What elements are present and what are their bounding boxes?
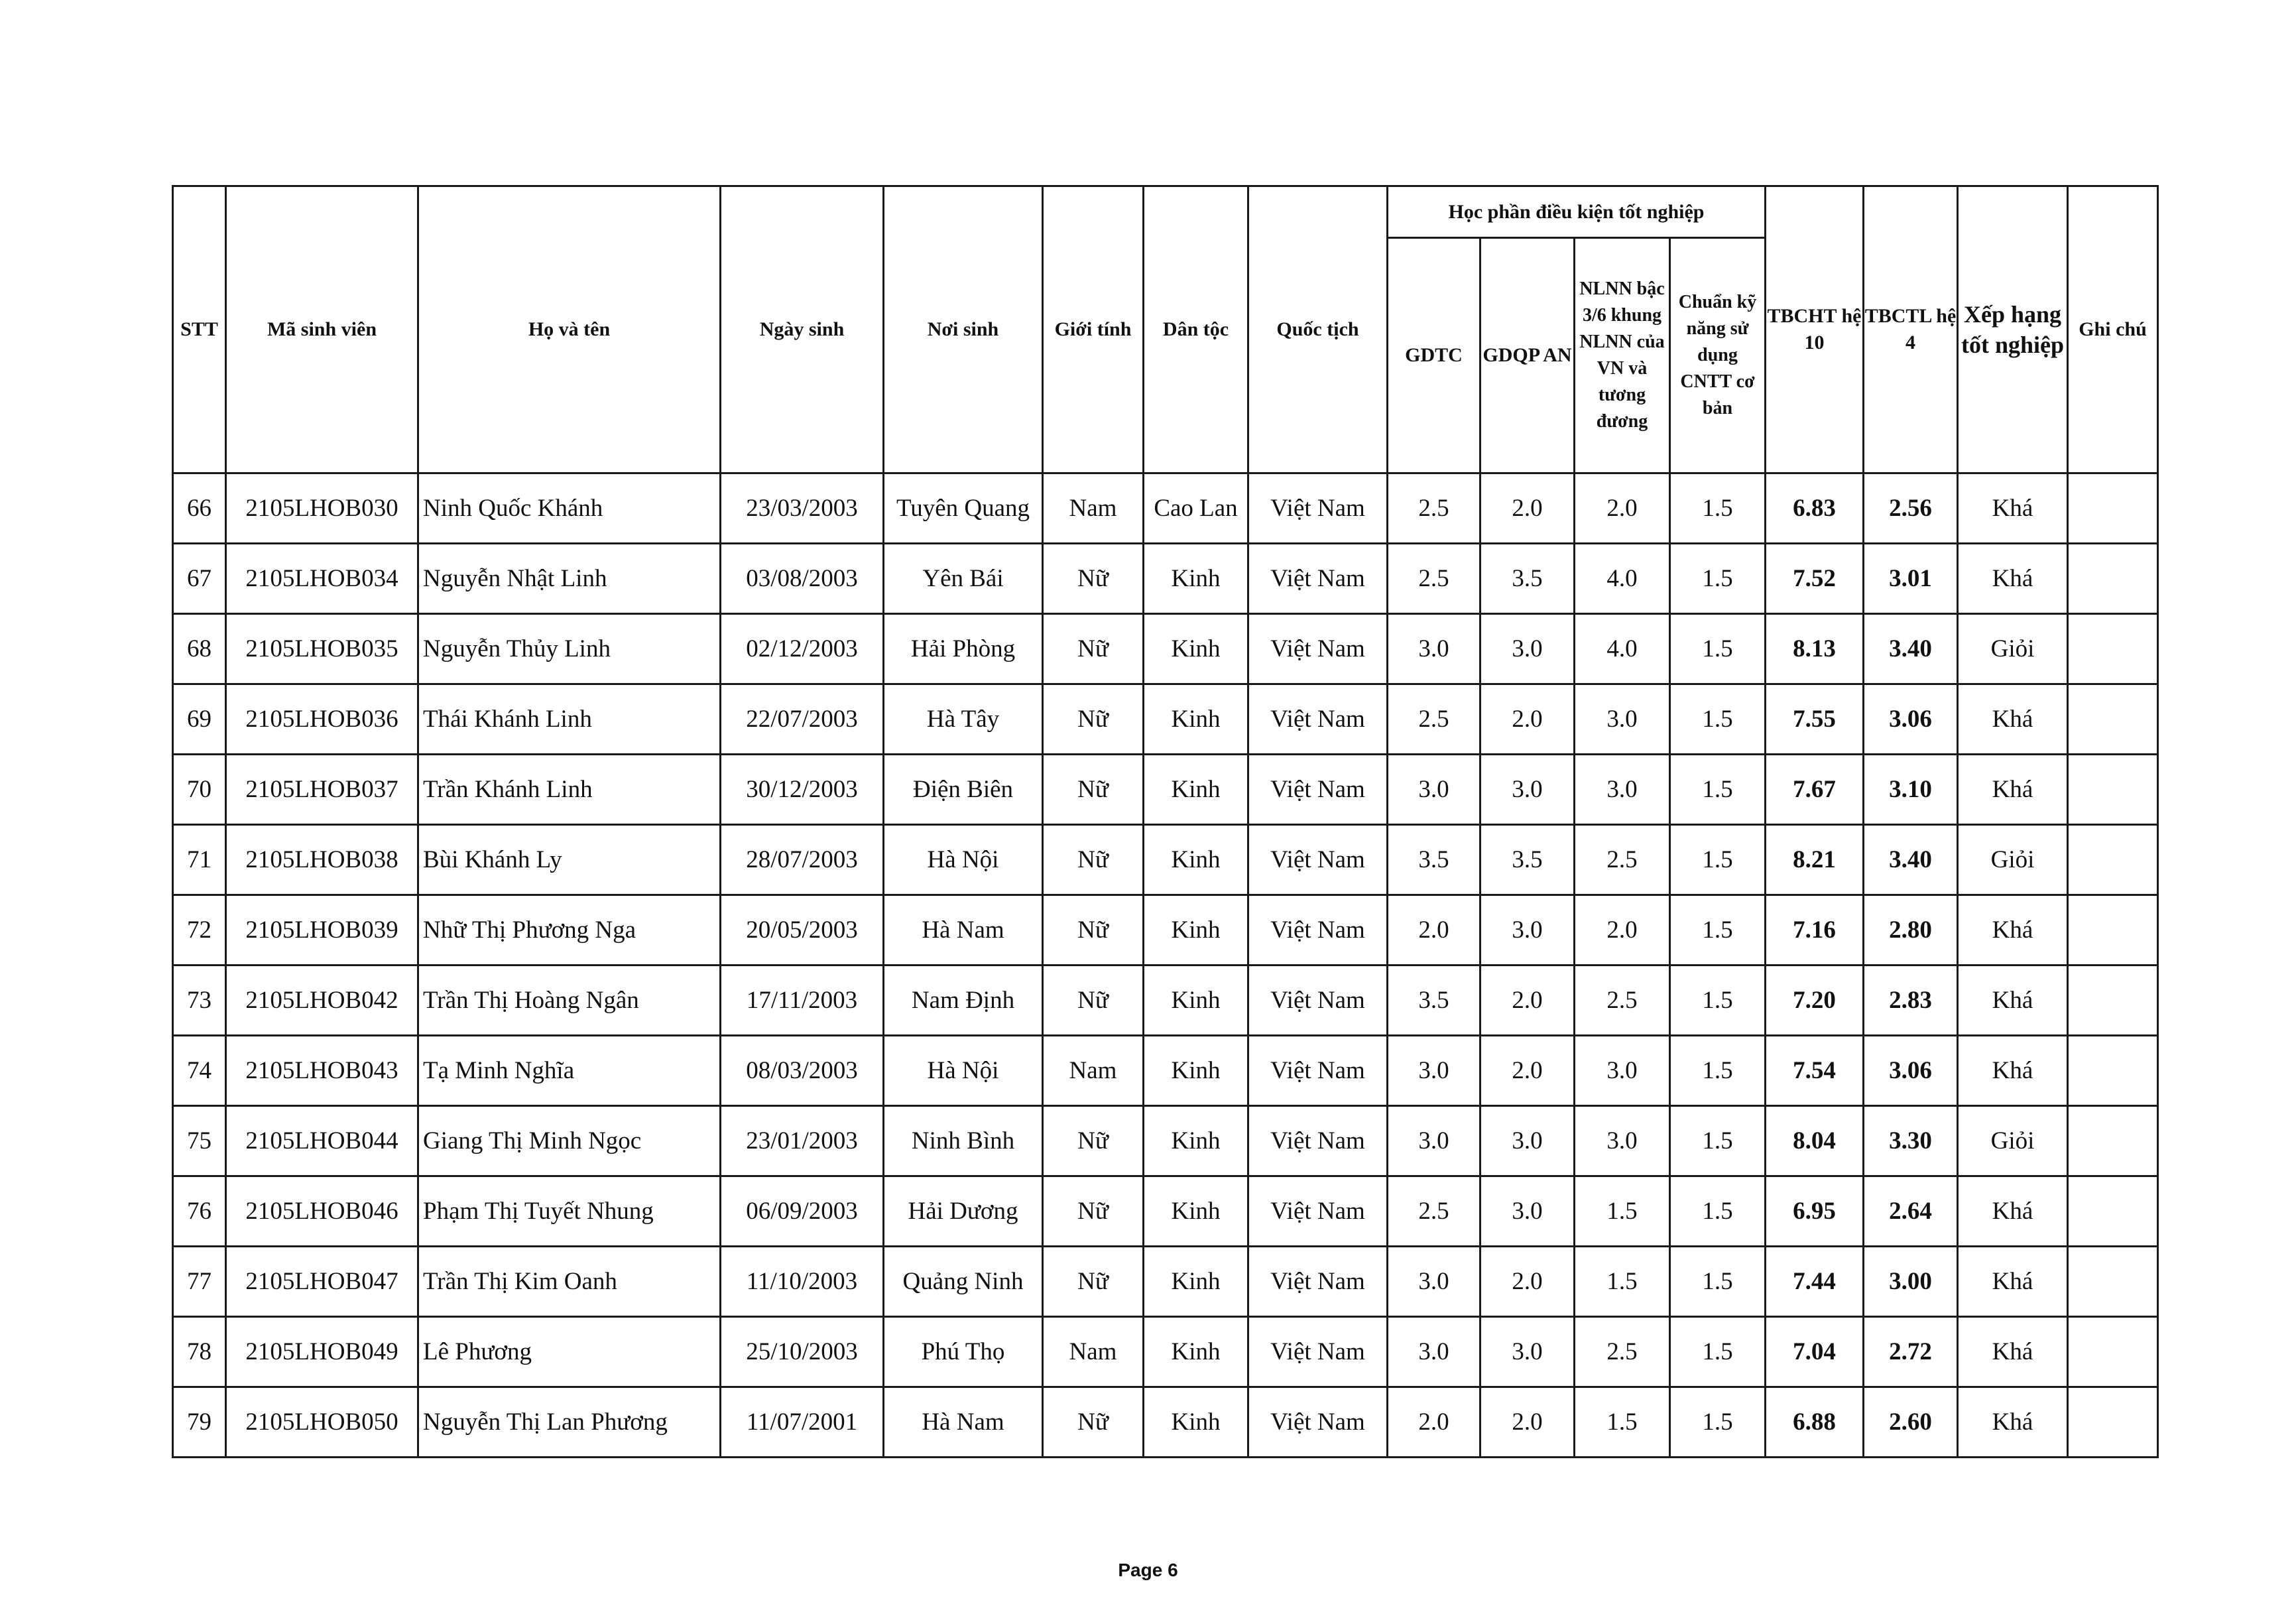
cell-full-name: Nguyễn Nhật Linh [418,544,721,614]
table-row [173,1317,2158,1387]
cell-student-id: 2105LHOB049 [226,1317,418,1387]
cell-gdqp: 3.0 [1480,755,1575,825]
table-row [173,825,2158,895]
table-row [173,895,2158,966]
cell-gpa-4: 3.06 [1864,684,1958,755]
cell-graduation-rank: Khá [1958,1387,2068,1458]
cell-gdqp: 3.5 [1480,544,1575,614]
cell-graduation-rank: Khá [1958,473,2068,544]
cell-ethnicity: Kinh [1144,684,1248,755]
cell-full-name: Ninh Quốc Khánh [418,473,721,544]
cell-nlnn: 2.5 [1575,825,1670,895]
table-row [173,1247,2158,1317]
cell-birth-date: 11/07/2001 [721,1387,884,1458]
cell-notes [2068,825,2158,895]
table-row [173,614,2158,684]
header-student-id: Mã sinh viên [226,186,418,473]
header-nationality: Quốc tịch [1248,186,1388,473]
cell-gpa-10: 6.88 [1766,1387,1864,1458]
cell-cntt: 1.5 [1670,544,1766,614]
table-row [173,1036,2158,1106]
cell-gpa-4: 2.83 [1864,966,1958,1036]
cell-graduation-rank: Khá [1958,966,2068,1036]
cell-nlnn: 2.0 [1575,895,1670,966]
cell-ethnicity: Kinh [1144,1247,1248,1317]
cell-gdtc: 2.0 [1388,895,1480,966]
cell-gdtc: 3.0 [1388,1317,1480,1387]
cell-gdtc: 2.5 [1388,684,1480,755]
cell-birth-place: Hà Nội [884,825,1043,895]
cell-nationality: Việt Nam [1248,684,1388,755]
cell-nlnn: 2.0 [1575,473,1670,544]
table-row [173,1106,2158,1176]
table-row [173,966,2158,1036]
cell-nationality: Việt Nam [1248,895,1388,966]
cell-student-id: 2105LHOB038 [226,825,418,895]
cell-ethnicity: Kinh [1144,825,1248,895]
cell-graduation-rank: Khá [1958,1317,2068,1387]
cell-gdqp: 2.0 [1480,473,1575,544]
cell-gender: Nữ [1043,544,1144,614]
table-row [173,755,2158,825]
cell-student-id: 2105LHOB042 [226,966,418,1036]
cell-nationality: Việt Nam [1248,755,1388,825]
cell-gender: Nữ [1043,895,1144,966]
cell-birth-place: Quảng Ninh [884,1247,1043,1317]
cell-birth-date: 02/12/2003 [721,614,884,684]
cell-cntt: 1.5 [1670,966,1766,1036]
cell-gpa-10: 7.20 [1766,966,1864,1036]
cell-birth-date: 11/10/2003 [721,1247,884,1317]
cell-nlnn: 3.0 [1575,1106,1670,1176]
table-row [173,1387,2158,1458]
cell-graduation-rank: Khá [1958,544,2068,614]
header-birth-date: Ngày sinh [721,186,884,473]
header-birth-place: Nơi sinh [884,186,1043,473]
cell-full-name: Giang Thị Minh Ngọc [418,1106,721,1176]
cell-student-id: 2105LHOB030 [226,473,418,544]
cell-stt: 69 [173,684,226,755]
cell-cntt: 1.5 [1670,1247,1766,1317]
cell-nlnn: 4.0 [1575,544,1670,614]
cell-full-name: Trần Khánh Linh [418,755,721,825]
cell-gpa-4: 2.64 [1864,1176,1958,1247]
cell-gdqp: 3.0 [1480,895,1575,966]
cell-gpa-10: 7.04 [1766,1317,1864,1387]
header-gpa-10: TBCHT hệ 10 [1766,186,1864,473]
cell-gender: Nữ [1043,1247,1144,1317]
cell-birth-place: Tuyên Quang [884,473,1043,544]
table-body [173,473,2158,1458]
cell-ethnicity: Kinh [1144,1387,1248,1458]
cell-gpa-10: 7.67 [1766,755,1864,825]
cell-full-name: Nguyễn Thị Lan Phương [418,1387,721,1458]
cell-ethnicity: Kinh [1144,1317,1248,1387]
cell-birth-date: 23/01/2003 [721,1106,884,1176]
cell-gender: Nam [1043,1317,1144,1387]
cell-birth-place: Hà Nam [884,895,1043,966]
cell-nlnn: 1.5 [1575,1247,1670,1317]
cell-notes [2068,966,2158,1036]
header-graduation-conditions: Học phần điều kiện tốt nghiệp [1388,186,1766,238]
header-graduation-rank: Xếp hạng tốt nghiệp [1958,186,2068,473]
cell-nlnn: 1.5 [1575,1176,1670,1247]
cell-stt: 68 [173,614,226,684]
cell-birth-date: 23/03/2003 [721,473,884,544]
cell-gpa-4: 3.40 [1864,825,1958,895]
cell-full-name: Bùi Khánh Ly [418,825,721,895]
cell-full-name: Tạ Minh Nghĩa [418,1036,721,1106]
cell-gpa-4: 3.10 [1864,755,1958,825]
cell-nationality: Việt Nam [1248,544,1388,614]
cell-notes [2068,1176,2158,1247]
cell-student-id: 2105LHOB035 [226,614,418,684]
cell-nationality: Việt Nam [1248,614,1388,684]
cell-notes [2068,614,2158,684]
graduation-table-container [172,185,2157,1458]
cell-gdtc: 2.5 [1388,1176,1480,1247]
cell-birth-place: Phú Thọ [884,1317,1043,1387]
cell-gdtc: 3.0 [1388,1247,1480,1317]
header-stt: STT [173,186,226,473]
cell-notes [2068,755,2158,825]
cell-gdqp: 2.0 [1480,684,1575,755]
cell-notes [2068,1106,2158,1176]
cell-gdqp: 3.0 [1480,614,1575,684]
cell-gpa-4: 2.72 [1864,1317,1958,1387]
cell-stt: 78 [173,1317,226,1387]
cell-birth-place: Ninh Bình [884,1106,1043,1176]
cell-gdqp: 2.0 [1480,1036,1575,1106]
cell-birth-date: 17/11/2003 [721,966,884,1036]
table-row [173,473,2158,544]
cell-notes [2068,473,2158,544]
cell-cntt: 1.5 [1670,895,1766,966]
cell-cntt: 1.5 [1670,1317,1766,1387]
cell-nationality: Việt Nam [1248,1387,1388,1458]
cell-gdqp: 3.0 [1480,1317,1575,1387]
cell-birth-date: 20/05/2003 [721,895,884,966]
cell-notes [2068,1317,2158,1387]
cell-cntt: 1.5 [1670,825,1766,895]
cell-gpa-4: 2.80 [1864,895,1958,966]
cell-notes [2068,1247,2158,1317]
cell-student-id: 2105LHOB037 [226,755,418,825]
header-full-name: Họ và tên [418,186,721,473]
cell-gpa-4: 2.60 [1864,1387,1958,1458]
cell-gpa-10: 6.95 [1766,1176,1864,1247]
cell-nlnn: 3.0 [1575,1036,1670,1106]
cell-nationality: Việt Nam [1248,473,1388,544]
cell-gdqp: 3.0 [1480,1106,1575,1176]
cell-birth-date: 22/07/2003 [721,684,884,755]
cell-gender: Nam [1043,473,1144,544]
cell-gdqp: 2.0 [1480,1387,1575,1458]
cell-stt: 79 [173,1387,226,1458]
cell-birth-date: 06/09/2003 [721,1176,884,1247]
cell-birth-place: Yên Bái [884,544,1043,614]
cell-stt: 74 [173,1036,226,1106]
cell-ethnicity: Kinh [1144,1176,1248,1247]
cell-gender: Nữ [1043,1387,1144,1458]
cell-gpa-10: 7.52 [1766,544,1864,614]
cell-nationality: Việt Nam [1248,1106,1388,1176]
cell-student-id: 2105LHOB043 [226,1036,418,1106]
cell-notes [2068,544,2158,614]
cell-gender: Nữ [1043,684,1144,755]
cell-student-id: 2105LHOB044 [226,1106,418,1176]
cell-nlnn: 3.0 [1575,755,1670,825]
cell-gpa-4: 2.56 [1864,473,1958,544]
table-row [173,1176,2158,1247]
cell-birth-place: Hà Nội [884,1036,1043,1106]
cell-nationality: Việt Nam [1248,1176,1388,1247]
cell-cntt: 1.5 [1670,684,1766,755]
cell-graduation-rank: Khá [1958,1247,2068,1317]
cell-nlnn: 2.5 [1575,1317,1670,1387]
cell-nlnn: 2.5 [1575,966,1670,1036]
cell-ethnicity: Kinh [1144,895,1248,966]
cell-gpa-10: 7.55 [1766,684,1864,755]
cell-full-name: Lê Phương [418,1317,721,1387]
cell-birth-place: Hà Tây [884,684,1043,755]
cell-gdtc: 3.5 [1388,825,1480,895]
cell-gpa-4: 3.06 [1864,1036,1958,1106]
cell-birth-place: Hải Dương [884,1176,1043,1247]
table-row [173,544,2158,614]
cell-gdtc: 3.5 [1388,966,1480,1036]
cell-gpa-10: 6.83 [1766,473,1864,544]
cell-graduation-rank: Khá [1958,684,2068,755]
cell-gdqp: 3.5 [1480,825,1575,895]
cell-gpa-10: 8.13 [1766,614,1864,684]
cell-birth-date: 08/03/2003 [721,1036,884,1106]
cell-gpa-10: 7.44 [1766,1247,1864,1317]
header-nlnn: NLNN bậc 3/6 khung NLNN của VN và tương đương [1575,238,1670,473]
cell-gender: Nữ [1043,755,1144,825]
cell-gpa-10: 7.16 [1766,895,1864,966]
cell-stt: 72 [173,895,226,966]
cell-student-id: 2105LHOB050 [226,1387,418,1458]
cell-nlnn: 4.0 [1575,614,1670,684]
cell-gender: Nữ [1043,614,1144,684]
cell-graduation-rank: Khá [1958,1036,2068,1106]
cell-nationality: Việt Nam [1248,1036,1388,1106]
cell-gdqp: 2.0 [1480,1247,1575,1317]
header-gender: Giới tính [1043,186,1144,473]
cell-stt: 77 [173,1247,226,1317]
cell-graduation-rank: Giỏi [1958,614,2068,684]
cell-birth-place: Điện Biên [884,755,1043,825]
cell-cntt: 1.5 [1670,755,1766,825]
cell-gdtc: 3.0 [1388,1036,1480,1106]
cell-student-id: 2105LHOB046 [226,1176,418,1247]
cell-birth-date: 03/08/2003 [721,544,884,614]
graduation-table [172,185,2159,1458]
cell-cntt: 1.5 [1670,1176,1766,1247]
cell-nationality: Việt Nam [1248,825,1388,895]
cell-full-name: Nguyễn Thủy Linh [418,614,721,684]
cell-stt: 73 [173,966,226,1036]
cell-student-id: 2105LHOB039 [226,895,418,966]
cell-ethnicity: Kinh [1144,1106,1248,1176]
cell-gdtc: 2.5 [1388,473,1480,544]
cell-gpa-10: 8.04 [1766,1106,1864,1176]
cell-gender: Nam [1043,1036,1144,1106]
header-ethnicity: Dân tộc [1144,186,1248,473]
cell-gdtc: 2.0 [1388,1387,1480,1458]
cell-ethnicity: Kinh [1144,1036,1248,1106]
cell-birth-date: 28/07/2003 [721,825,884,895]
cell-birth-place: Hà Nam [884,1387,1043,1458]
cell-gpa-4: 3.01 [1864,544,1958,614]
cell-cntt: 1.5 [1670,1036,1766,1106]
header-gpa-4: TBCTL hệ 4 [1864,186,1958,473]
cell-cntt: 1.5 [1670,1387,1766,1458]
cell-stt: 70 [173,755,226,825]
cell-gdtc: 3.0 [1388,1106,1480,1176]
cell-graduation-rank: Khá [1958,895,2068,966]
cell-full-name: Trần Thị Kim Oanh [418,1247,721,1317]
cell-stt: 75 [173,1106,226,1176]
cell-notes [2068,1387,2158,1458]
cell-graduation-rank: Giỏi [1958,825,2068,895]
cell-birth-date: 25/10/2003 [721,1317,884,1387]
cell-gpa-10: 7.54 [1766,1036,1864,1106]
cell-gdtc: 3.0 [1388,755,1480,825]
cell-nationality: Việt Nam [1248,966,1388,1036]
cell-notes [2068,895,2158,966]
cell-nlnn: 1.5 [1575,1387,1670,1458]
cell-birth-date: 30/12/2003 [721,755,884,825]
header-gdqp: GDQP AN [1480,238,1575,473]
cell-gpa-10: 8.21 [1766,825,1864,895]
cell-gender: Nữ [1043,825,1144,895]
cell-cntt: 1.5 [1670,614,1766,684]
header-cntt: Chuẩn kỹ năng sử dụng CNTT cơ bản [1670,238,1766,473]
cell-cntt: 1.5 [1670,1106,1766,1176]
cell-stt: 76 [173,1176,226,1247]
cell-gdtc: 3.0 [1388,614,1480,684]
cell-stt: 71 [173,825,226,895]
table-row [173,684,2158,755]
cell-full-name: Phạm Thị Tuyết Nhung [418,1176,721,1247]
cell-gdtc: 2.5 [1388,544,1480,614]
cell-gpa-4: 3.30 [1864,1106,1958,1176]
cell-ethnicity: Kinh [1144,544,1248,614]
cell-birth-place: Nam Định [884,966,1043,1036]
page-number: Page 6 [1118,1560,1178,1580]
cell-full-name: Thái Khánh Linh [418,684,721,755]
cell-gdqp: 3.0 [1480,1176,1575,1247]
cell-student-id: 2105LHOB036 [226,684,418,755]
cell-nationality: Việt Nam [1248,1317,1388,1387]
cell-ethnicity: Cao Lan [1144,473,1248,544]
cell-gender: Nữ [1043,1106,1144,1176]
cell-graduation-rank: Khá [1958,1176,2068,1247]
header-gdtc: GDTC [1388,238,1480,473]
cell-nationality: Việt Nam [1248,1247,1388,1317]
cell-stt: 66 [173,473,226,544]
cell-graduation-rank: Khá [1958,755,2068,825]
cell-ethnicity: Kinh [1144,966,1248,1036]
cell-graduation-rank: Giỏi [1958,1106,2068,1176]
table-header [173,186,2158,473]
cell-gender: Nữ [1043,1176,1144,1247]
cell-student-id: 2105LHOB047 [226,1247,418,1317]
cell-gdqp: 2.0 [1480,966,1575,1036]
cell-full-name: Trần Thị Hoàng Ngân [418,966,721,1036]
cell-gender: Nữ [1043,966,1144,1036]
cell-gpa-4: 3.40 [1864,614,1958,684]
cell-birth-place: Hải Phòng [884,614,1043,684]
cell-gpa-4: 3.00 [1864,1247,1958,1317]
cell-student-id: 2105LHOB034 [226,544,418,614]
cell-stt: 67 [173,544,226,614]
cell-full-name: Nhữ Thị Phương Nga [418,895,721,966]
cell-notes [2068,1036,2158,1106]
cell-notes [2068,684,2158,755]
cell-nlnn: 3.0 [1575,684,1670,755]
cell-ethnicity: Kinh [1144,614,1248,684]
header-notes: Ghi chú [2068,186,2158,473]
cell-ethnicity: Kinh [1144,755,1248,825]
cell-cntt: 1.5 [1670,473,1766,544]
